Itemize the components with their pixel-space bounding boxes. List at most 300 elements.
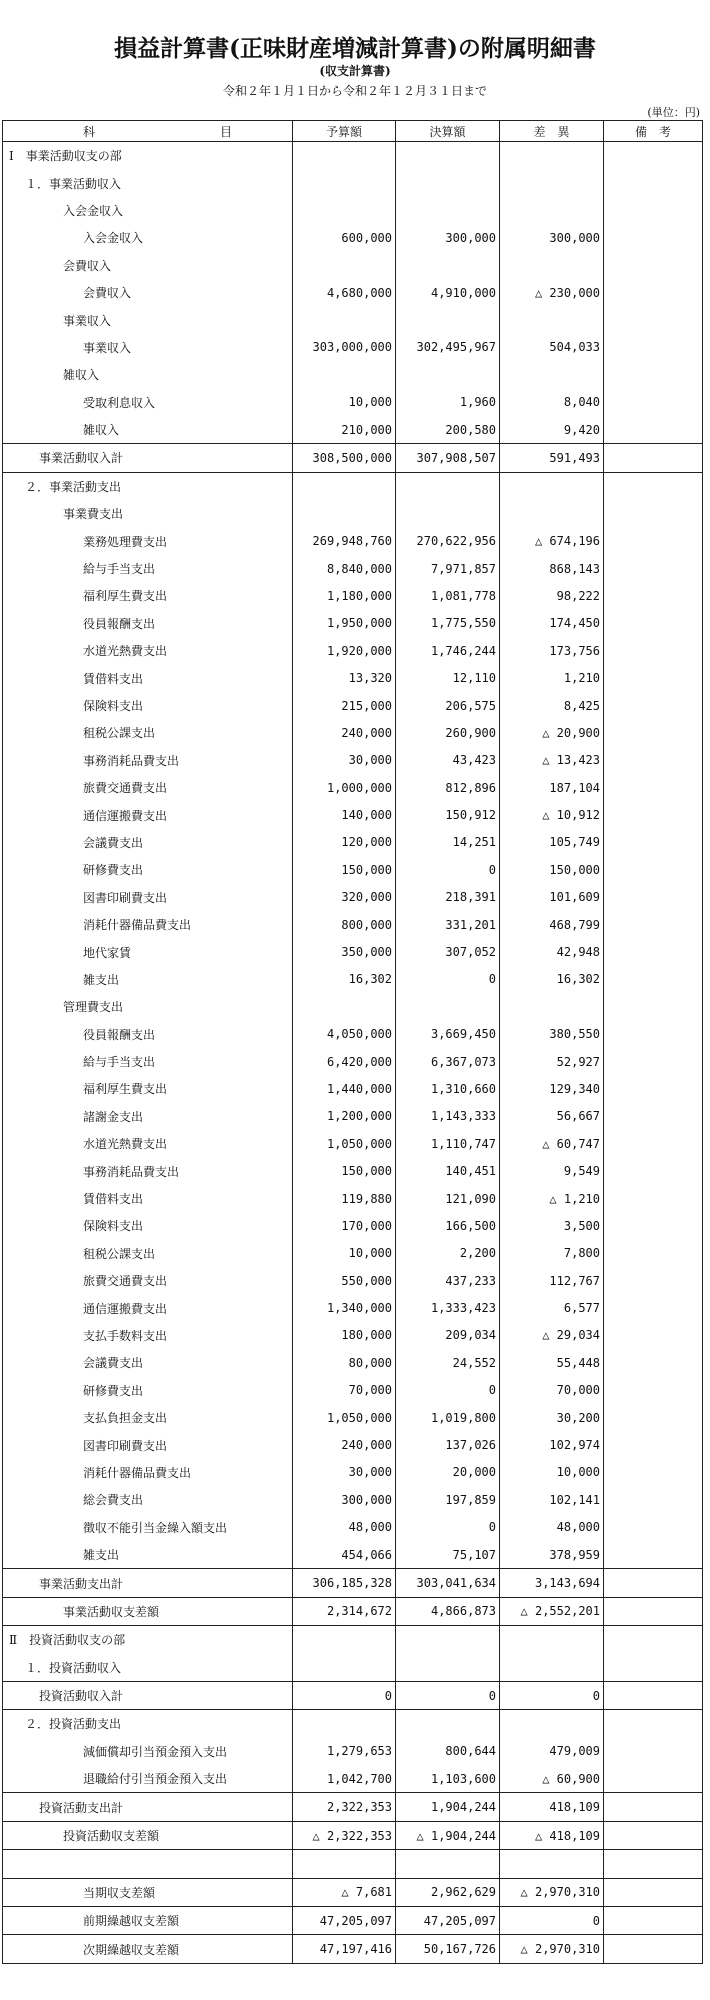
actual-cell: [396, 252, 500, 279]
table-row: [3, 610, 703, 637]
table-row: [3, 1157, 703, 1184]
note-cell: [604, 252, 703, 279]
row-label: 会費収入: [3, 252, 293, 279]
actual-cell: 0: [396, 1377, 500, 1404]
diff-cell: 52,927: [500, 1048, 604, 1075]
budget-cell: 4,680,000: [293, 279, 396, 306]
actual-cell: 307,908,507: [396, 444, 500, 472]
actual-cell: 140,451: [396, 1157, 500, 1184]
actual-cell: [396, 1653, 500, 1681]
row-label: 会議費支出: [3, 1349, 293, 1376]
row-label: 水道光熱費支出: [3, 1130, 293, 1157]
header-note: 備 考: [604, 121, 703, 142]
table-row: [3, 224, 703, 251]
budget-cell: [293, 500, 396, 527]
table-row: [3, 1821, 703, 1849]
budget-cell: 1,050,000: [293, 1130, 396, 1157]
row-label: 地代家賃: [3, 938, 293, 965]
row-label: 賃借料支出: [3, 664, 293, 691]
row-label: Ⅰ 事業活動収支の部: [3, 142, 293, 170]
row-label: 研修費支出: [3, 856, 293, 883]
diff-cell: 150,000: [500, 856, 604, 883]
table-row: [3, 334, 703, 361]
budget-cell: 2,314,672: [293, 1597, 396, 1625]
budget-cell: 1,180,000: [293, 582, 396, 609]
budget-cell: [293, 169, 396, 196]
actual-cell: 197,859: [396, 1486, 500, 1513]
row-label: 事務消耗品費支出: [3, 1157, 293, 1184]
note-cell: [604, 1878, 703, 1906]
diff-cell: 3,500: [500, 1212, 604, 1239]
actual-cell: 1,333,423: [396, 1294, 500, 1321]
diff-cell: 105,749: [500, 829, 604, 856]
actual-cell: 200,580: [396, 416, 500, 444]
budget-cell: △ 2,322,353: [293, 1821, 396, 1849]
row-label: 徴収不能引当金繰入額支出: [3, 1514, 293, 1541]
budget-cell: [293, 361, 396, 388]
table-row: [3, 829, 703, 856]
budget-cell: 306,185,328: [293, 1569, 396, 1597]
note-cell: [604, 1267, 703, 1294]
diff-cell: 30,200: [500, 1404, 604, 1431]
table-row: [3, 747, 703, 774]
budget-cell: 1,050,000: [293, 1404, 396, 1431]
actual-cell: 1,746,244: [396, 637, 500, 664]
note-cell: [604, 1569, 703, 1597]
budget-cell: [293, 142, 396, 170]
row-label: ２．事業活動支出: [3, 472, 293, 500]
diff-cell: [500, 993, 604, 1020]
note-cell: [604, 361, 703, 388]
budget-cell: [293, 252, 396, 279]
note-cell: [604, 774, 703, 801]
actual-cell: 307,052: [396, 938, 500, 965]
diff-cell: 591,493: [500, 444, 604, 472]
header-actual: 決算額: [396, 121, 500, 142]
table-row: [3, 1103, 703, 1130]
budget-cell: 600,000: [293, 224, 396, 251]
note-cell: [604, 1349, 703, 1376]
header-budget: 予算額: [293, 121, 396, 142]
row-label: １．事業活動収入: [3, 169, 293, 196]
note-cell: [604, 416, 703, 444]
table-row: [3, 938, 703, 965]
actual-cell: 300,000: [396, 224, 500, 251]
actual-cell: [396, 500, 500, 527]
budget-cell: [293, 1710, 396, 1738]
diff-cell: [500, 500, 604, 527]
diff-cell: 102,974: [500, 1431, 604, 1458]
row-label: 事務消耗品費支出: [3, 747, 293, 774]
budget-cell: [293, 306, 396, 333]
actual-cell: [396, 169, 500, 196]
table-row: [3, 1765, 703, 1793]
diff-cell: 0: [500, 1907, 604, 1935]
budget-cell: 320,000: [293, 884, 396, 911]
row-label: 事業収入: [3, 306, 293, 333]
note-cell: [604, 1486, 703, 1513]
diff-cell: 7,800: [500, 1240, 604, 1267]
row-label: 当期収支差額: [3, 1878, 293, 1906]
actual-cell: 7,971,857: [396, 555, 500, 582]
budget-cell: 10,000: [293, 389, 396, 416]
row-label: Ⅱ 投資活動収支の部: [3, 1626, 293, 1654]
row-label: 事業活動収入計: [3, 444, 293, 472]
note-cell: [604, 334, 703, 361]
row-label: 旅費交通費支出: [3, 774, 293, 801]
note-cell: [604, 1793, 703, 1821]
diff-cell: △ 1,210: [500, 1185, 604, 1212]
table-row: [3, 911, 703, 938]
note-cell: [604, 692, 703, 719]
budget-cell: △ 7,681: [293, 1878, 396, 1906]
row-label: 事業収入: [3, 334, 293, 361]
table-row: [3, 884, 703, 911]
budget-cell: 170,000: [293, 1212, 396, 1239]
actual-cell: 166,500: [396, 1212, 500, 1239]
table-row: [3, 1267, 703, 1294]
actual-cell: 270,622,956: [396, 527, 500, 554]
table-row: [3, 1185, 703, 1212]
budget-cell: 180,000: [293, 1322, 396, 1349]
note-cell: [604, 1850, 703, 1878]
budget-cell: 800,000: [293, 911, 396, 938]
actual-cell: 1,310,660: [396, 1075, 500, 1102]
table-row: [3, 1240, 703, 1267]
actual-cell: 1,143,333: [396, 1103, 500, 1130]
row-label: 退職給付引当預金預入支出: [3, 1765, 293, 1793]
table-row: [3, 1653, 703, 1681]
actual-cell: [396, 197, 500, 224]
diff-cell: 101,609: [500, 884, 604, 911]
note-cell: [604, 1514, 703, 1541]
diff-cell: 42,948: [500, 938, 604, 965]
actual-cell: [396, 472, 500, 500]
table-row: [3, 1514, 703, 1541]
table-row: [3, 801, 703, 828]
note-cell: [604, 747, 703, 774]
row-label: 投資活動収入計: [3, 1681, 293, 1709]
row-label: 福利厚生費支出: [3, 582, 293, 609]
budget-cell: 0: [293, 1681, 396, 1709]
note-cell: [604, 719, 703, 746]
actual-cell: 1,110,747: [396, 1130, 500, 1157]
table-row: [3, 1710, 703, 1738]
diff-cell: 0: [500, 1681, 604, 1709]
diff-cell: [500, 306, 604, 333]
budget-cell: 2,322,353: [293, 1793, 396, 1821]
diff-cell: 8,425: [500, 692, 604, 719]
table-row: [3, 444, 703, 472]
budget-cell: 47,205,097: [293, 1907, 396, 1935]
budget-cell: 10,000: [293, 1240, 396, 1267]
budget-cell: [293, 472, 396, 500]
table-row: [3, 1130, 703, 1157]
note-cell: [604, 1431, 703, 1458]
table-row: [3, 1626, 703, 1654]
budget-cell: 6,420,000: [293, 1048, 396, 1075]
row-label: 給与手当支出: [3, 1048, 293, 1075]
note-cell: [604, 664, 703, 691]
diff-cell: 468,799: [500, 911, 604, 938]
table-row: [3, 527, 703, 554]
table-row: [3, 1850, 703, 1878]
table-row: [3, 692, 703, 719]
row-label: 事業活動支出計: [3, 1569, 293, 1597]
table-row: [3, 472, 703, 500]
actual-cell: 50,167,726: [396, 1935, 500, 1963]
row-label: 会費収入: [3, 279, 293, 306]
diff-cell: △ 418,109: [500, 1821, 604, 1849]
diff-cell: 98,222: [500, 582, 604, 609]
diff-cell: 187,104: [500, 774, 604, 801]
row-label: 事業活動収支差額: [3, 1597, 293, 1625]
diff-cell: [500, 1850, 604, 1878]
diff-cell: △ 20,900: [500, 719, 604, 746]
table-row: [3, 1569, 703, 1597]
row-label: 投資活動支出計: [3, 1793, 293, 1821]
actual-cell: 303,041,634: [396, 1569, 500, 1597]
budget-cell: 1,042,700: [293, 1765, 396, 1793]
note-cell: [604, 1907, 703, 1935]
note-cell: [604, 1294, 703, 1321]
row-label: 前期繰越収支差額: [3, 1907, 293, 1935]
diff-cell: 55,448: [500, 1349, 604, 1376]
actual-cell: [396, 1710, 500, 1738]
note-cell: [604, 1075, 703, 1102]
table-row: [3, 664, 703, 691]
row-label: 水道光熱費支出: [3, 637, 293, 664]
budget-cell: 150,000: [293, 856, 396, 883]
row-label: 雑収入: [3, 416, 293, 444]
header-item-right: 目: [219, 124, 232, 139]
note-cell: [604, 1681, 703, 1709]
actual-cell: 6,367,073: [396, 1048, 500, 1075]
actual-cell: 14,251: [396, 829, 500, 856]
row-label: 消耗什器備品費支出: [3, 1459, 293, 1486]
table-row: [3, 169, 703, 196]
note-cell: [604, 169, 703, 196]
table-row: [3, 1322, 703, 1349]
diff-cell: [500, 252, 604, 279]
budget-cell: 215,000: [293, 692, 396, 719]
diff-cell: 3,143,694: [500, 1569, 604, 1597]
document-subtitle: (収支計算書): [319, 64, 391, 78]
diff-cell: 9,420: [500, 416, 604, 444]
actual-cell: 2,962,629: [396, 1878, 500, 1906]
actual-cell: 260,900: [396, 719, 500, 746]
budget-cell: 80,000: [293, 1349, 396, 1376]
diff-cell: △ 29,034: [500, 1322, 604, 1349]
row-label: 租税公課支出: [3, 1240, 293, 1267]
row-label: 租税公課支出: [3, 719, 293, 746]
budget-cell: 1,920,000: [293, 637, 396, 664]
diff-cell: 48,000: [500, 1514, 604, 1541]
table-row: [3, 1738, 703, 1765]
row-label: 研修費支出: [3, 1377, 293, 1404]
note-cell: [604, 1935, 703, 1963]
actual-cell: [396, 361, 500, 388]
table-row: [3, 389, 703, 416]
note-cell: [604, 1048, 703, 1075]
table-row: [3, 1021, 703, 1048]
table-row: [3, 1431, 703, 1458]
note-cell: [604, 1377, 703, 1404]
diff-cell: [500, 142, 604, 170]
budget-cell: 16,302: [293, 966, 396, 993]
diff-cell: 479,009: [500, 1738, 604, 1765]
actual-cell: 206,575: [396, 692, 500, 719]
diff-cell: 378,959: [500, 1541, 604, 1569]
diff-cell: [500, 1626, 604, 1654]
table-row: [3, 416, 703, 444]
table-row: [3, 142, 703, 170]
diff-cell: [500, 1710, 604, 1738]
actual-cell: [396, 1626, 500, 1654]
budget-cell: 140,000: [293, 801, 396, 828]
budget-cell: 70,000: [293, 1377, 396, 1404]
note-cell: [604, 1103, 703, 1130]
note-cell: [604, 555, 703, 582]
statement-table: [2, 120, 703, 1964]
diff-cell: 10,000: [500, 1459, 604, 1486]
note-cell: [604, 582, 703, 609]
table-row: [3, 1541, 703, 1569]
table-row: [3, 1075, 703, 1102]
diff-cell: [500, 197, 604, 224]
note-cell: [604, 911, 703, 938]
row-label: 保険料支出: [3, 692, 293, 719]
budget-cell: 210,000: [293, 416, 396, 444]
budget-cell: [293, 993, 396, 1020]
note-cell: [604, 306, 703, 333]
row-label: 給与手当支出: [3, 555, 293, 582]
diff-cell: △ 10,912: [500, 801, 604, 828]
diff-cell: 70,000: [500, 1377, 604, 1404]
note-cell: [604, 966, 703, 993]
table-row: [3, 1459, 703, 1486]
budget-cell: 150,000: [293, 1157, 396, 1184]
table-row: [3, 1793, 703, 1821]
row-label: 減価償却引当預金預入支出: [3, 1738, 293, 1765]
table-row: [3, 966, 703, 993]
diff-cell: 1,210: [500, 664, 604, 691]
header-diff: 差 異: [500, 121, 604, 142]
row-label: 旅費交通費支出: [3, 1267, 293, 1294]
actual-cell: 1,960: [396, 389, 500, 416]
actual-cell: [396, 306, 500, 333]
row-label: 支払負担金支出: [3, 1404, 293, 1431]
diff-cell: 129,340: [500, 1075, 604, 1102]
statement-table-wrapper: [2, 120, 702, 1964]
diff-cell: 504,033: [500, 334, 604, 361]
row-label: 図書印刷費支出: [3, 884, 293, 911]
note-cell: [604, 1765, 703, 1793]
note-cell: [604, 801, 703, 828]
diff-cell: [500, 1653, 604, 1681]
diff-cell: 112,767: [500, 1267, 604, 1294]
row-label: 雑収入: [3, 361, 293, 388]
budget-cell: 269,948,760: [293, 527, 396, 554]
note-cell: [604, 500, 703, 527]
note-cell: [604, 224, 703, 251]
note-cell: [604, 884, 703, 911]
table-row: [3, 1377, 703, 1404]
note-cell: [604, 1738, 703, 1765]
note-cell: [604, 1322, 703, 1349]
row-label: [3, 1850, 293, 1878]
note-cell: [604, 1185, 703, 1212]
actual-cell: 43,423: [396, 747, 500, 774]
actual-cell: 331,201: [396, 911, 500, 938]
table-row: [3, 1878, 703, 1906]
note-cell: [604, 1821, 703, 1849]
note-cell: [604, 1021, 703, 1048]
table-row: [3, 1935, 703, 1963]
budget-cell: 119,880: [293, 1185, 396, 1212]
table-row: [3, 637, 703, 664]
row-label: 福利厚生費支出: [3, 1075, 293, 1102]
row-label: １．投資活動収入: [3, 1653, 293, 1681]
note-cell: [604, 1212, 703, 1239]
diff-cell: [500, 361, 604, 388]
actual-cell: 121,090: [396, 1185, 500, 1212]
row-label: 管理費支出: [3, 993, 293, 1020]
table-row: [3, 1349, 703, 1376]
header-row: [3, 121, 703, 142]
budget-cell: 13,320: [293, 664, 396, 691]
budget-cell: 350,000: [293, 938, 396, 965]
row-label: 消耗什器備品費支出: [3, 911, 293, 938]
budget-cell: 240,000: [293, 1431, 396, 1458]
diff-cell: 6,577: [500, 1294, 604, 1321]
diff-cell: △ 2,970,310: [500, 1878, 604, 1906]
actual-cell: 812,896: [396, 774, 500, 801]
note-cell: [604, 279, 703, 306]
actual-cell: 2,200: [396, 1240, 500, 1267]
table-row: [3, 252, 703, 279]
actual-cell: 24,552: [396, 1349, 500, 1376]
budget-cell: 303,000,000: [293, 334, 396, 361]
table-row: [3, 1404, 703, 1431]
note-cell: [604, 1130, 703, 1157]
row-label: 入会金収入: [3, 224, 293, 251]
diff-cell: 56,667: [500, 1103, 604, 1130]
row-label: 投資活動収支差額: [3, 1821, 293, 1849]
actual-cell: 209,034: [396, 1322, 500, 1349]
diff-cell: 418,109: [500, 1793, 604, 1821]
diff-cell: [500, 472, 604, 500]
actual-cell: 150,912: [396, 801, 500, 828]
actual-cell: 137,026: [396, 1431, 500, 1458]
row-label: 次期繰越収支差額: [3, 1935, 293, 1963]
table-row: [3, 197, 703, 224]
budget-cell: 30,000: [293, 747, 396, 774]
diff-cell: 174,450: [500, 610, 604, 637]
budget-cell: 1,000,000: [293, 774, 396, 801]
note-cell: [604, 1541, 703, 1569]
actual-cell: 302,495,967: [396, 334, 500, 361]
row-label: 通信運搬費支出: [3, 1294, 293, 1321]
actual-cell: 1,775,550: [396, 610, 500, 637]
table-row: [3, 306, 703, 333]
diff-cell: 102,141: [500, 1486, 604, 1513]
diff-cell: 380,550: [500, 1021, 604, 1048]
diff-cell: △ 2,970,310: [500, 1935, 604, 1963]
note-cell: [604, 993, 703, 1020]
header-item-left: 科: [83, 124, 96, 139]
table-row: [3, 1681, 703, 1709]
